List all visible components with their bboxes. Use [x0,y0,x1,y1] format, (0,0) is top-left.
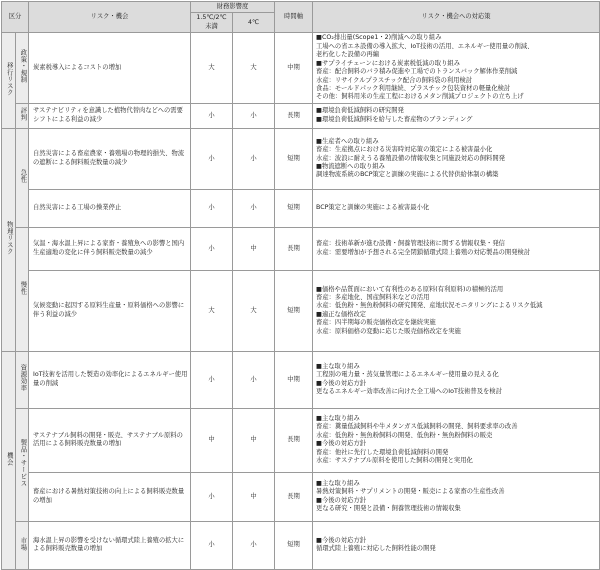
response-line: 畜産：四半期毎の販売価格改定を継続実施 [316,319,436,327]
table-row [2,189,600,227]
response-line: 調達物流系統のBCP策定と訓練の実施による代替供給体制の構築 [316,171,499,179]
risk-text: IoT技術を活用した製造の効率化によるエネルギー使用量の削減 [29,351,191,408]
risk-text: 炭素税導入によるコストの増加 [29,33,191,104]
response-line: ■主な取り組み [316,362,360,370]
response-line: 老朽化した設備の再編 [316,51,379,59]
timeframe: 長期 [275,227,313,270]
table-row [2,351,600,408]
group-physical-risk: 物理リスク [2,128,16,351]
response [313,33,600,104]
response-line: BCP策定と訓練の実施による被害最小化 [316,204,430,212]
response [313,408,600,472]
response-line: 更なる研究・開発と設備・飼養管理技術の情報収集 [316,505,461,513]
response [313,227,600,270]
response [313,189,600,227]
table-row [2,521,600,569]
impact-under-2c: 大 [191,33,233,104]
response [313,128,600,189]
response-line: 畜産：配合飼料のバラ積み促進や工場でのトランスバック解体作業削減 [316,68,518,76]
timeframe: 短期 [275,270,313,351]
impact-4c: 中 [233,227,275,270]
header-risk: リスク・機会 [29,2,191,33]
response-line: ■主な取り組み [316,415,360,422]
response-line: 畜産：糞量低減飼料や牛メタンガス低減飼料の開発、飼料要求率の改善 [316,423,518,431]
response-line: 工程別の電力量・蒸気量管理によるエネルギー使用量の見える化 [316,371,499,379]
timeframe: 短期 [275,128,313,189]
table-row [2,472,600,521]
response-line: ■主な取り組み [316,479,360,487]
impact-4c: 小 [233,103,275,128]
table-row [2,33,600,104]
response [313,270,600,351]
header-timeframe: 時間軸 [275,2,313,33]
response-line: ■今後の対応方針 [316,440,367,448]
impact-4c: 小 [233,521,275,569]
response-line: ■サプライチェーンにおける炭素税低減の取り組み [316,59,460,67]
header-impact: 財務影響度 [191,2,275,13]
response-line: 水産：需要増加が予想される完全閉鎖循環式陸上養殖の対応製品の開発検討 [316,248,531,256]
response-line: ■今後の対応方針 [316,379,367,387]
response [313,103,600,128]
table-row [2,270,600,351]
group-transition-risk: 移行リスク [2,33,16,129]
risk-opportunity-table [1,1,600,570]
response-line: ■今後の対応方針 [316,536,367,544]
impact-4c: 小 [233,351,275,408]
response-line: ■適正な価格改定 [316,310,367,318]
impact-under-2c: 小 [191,351,233,408]
response-line: 畜産：技術革新が進む設備・飼養管理技術に関する情報収集・発信 [316,240,505,248]
table-row [2,103,600,128]
impact-4c: 大 [233,270,275,351]
sub-policy: 政策・規制 [16,33,29,104]
response-line: 循環式陸上養殖に対応した飼料性能の開発 [316,545,436,553]
response-line: 畜産：生産拠点における災害時対応策の策定による被害最小化 [316,146,493,154]
response-line: 水産：サステナブル原料を使用した飼料の開発と実用化 [316,457,473,465]
header-response: リスク・機会への対応策 [313,2,600,33]
timeframe: 長期 [275,103,313,128]
impact-under-2c: 小 [191,189,233,227]
impact-under-2c: 小 [191,521,233,569]
risk-text: 気候変動に起因する原料生産量・原料価格への影響に伴う利益の減少 [29,270,191,351]
timeframe: 中期 [275,33,313,104]
impact-under-2c: 中 [191,408,233,472]
risk-text: 畜産における暑熱対策技術の向上による飼料販売数量の増加 [29,472,191,521]
sub-resource-efficiency: 資源効率 [16,351,29,408]
response-line: その他：飼料用米の生産工程におけるメタン削減プロジェクトの立ち上げ [316,93,524,101]
sub-chronic: 慢性 [16,227,29,351]
timeframe: 中期 [275,351,313,408]
response-line: 更なるエネルギー効率改善に向けた全工場へのIoT技術普及を検討 [316,388,502,396]
table-row [2,408,600,472]
sub-acute: 急性 [16,128,29,227]
timeframe: 短期 [275,521,313,569]
sub-market: 市場 [16,521,29,569]
table-row [2,227,600,270]
response-line: 畜産：他社に先行した環境負荷低減飼料の開発 [316,448,449,456]
response-line: ■CO₂排出量(Scope1・2)削減への取り組み [316,34,442,42]
response [313,351,600,408]
response-line: ■物流遮断への取り組み [316,163,385,171]
response-line: ■環境負荷低減飼料を給与した畜産物のブランディング [316,115,473,123]
impact-4c: 大 [233,33,275,104]
header-under-2c: 1.5℃/2℃ 未満 [191,13,233,33]
timeframe: 長期 [275,408,313,472]
response-line: 水産：低魚粉・無魚粉飼料の研究開発、産地状況モニタリングによるリスク低減 [316,302,543,310]
impact-under-2c: 小 [191,472,233,521]
response-line: 工場への省エネ設備の導入拡大、IoT技術の活用、エネルギー使用量の削減、 [316,42,534,50]
risk-text: サステナブル飼料の開発・販売、サステナブル原料の活用による飼料販売数量の増加 [29,408,191,472]
sub-reputation: 評判 [16,103,29,128]
risk-text: 自然災害による工場の操業停止 [29,189,191,227]
impact-under-2c: 小 [191,128,233,189]
impact-4c: 小 [233,189,275,227]
risk-text: サステナビリティを意識した植物代替肉などへの需要シフトによる利益の減少 [29,103,191,128]
group-opportunity: 機会 [2,351,16,569]
impact-under-2c: 大 [191,270,233,351]
response-line: 畜産：多産地化、国産飼料米などの活用 [316,293,430,301]
response-line: ■価格や品質面において有利性のある原料(有利原料)の積極的活用 [316,285,504,293]
response [313,521,600,569]
risk-text: 気温・海水温上昇による家畜・養殖魚への影響と国内生産適地の変化に伴う飼料販売数量の減少 [29,227,191,270]
timeframe: 長期 [275,472,313,521]
response-line: 水産：リサイクルプラスチック配合の飼料袋の利用検討 [316,76,473,84]
risk-text: 海水温上昇の影響を受けない循環式陸上養殖の拡大による飼料販売数量の増加 [29,521,191,569]
response-line: ■今後の対応方針 [316,496,367,504]
response-line: 水産：波浪に耐えうる養殖設備の情報収集と同施設対応の飼料開発 [316,154,505,162]
table-row [2,128,600,189]
response [313,472,600,521]
response-line: 水産：低魚粉・無魚粉飼料の開発、低魚粉・無魚粉飼料の販売 [316,431,493,439]
impact-4c: 中 [233,408,275,472]
impact-4c: 中 [233,472,275,521]
header-4c: 4℃ [233,13,275,33]
response-line: 食品：モールドパック利用継続、プラスチック包装資材の軽量化検討 [316,84,511,92]
response-line: 水産：原料価格の変動に応じた販売価格改定を実施 [316,327,461,335]
response-line: ■生産者への取り組み [316,137,379,145]
timeframe: 短期 [275,189,313,227]
risk-text: 自然災害による畜産農家・養殖場の物理的損失、物流の遮断による飼料販売数量の減少 [29,128,191,189]
impact-under-2c: 小 [191,103,233,128]
header-category: 区分 [2,2,29,33]
sub-products-services: 製品・サービス [16,408,29,521]
response-line: ■環境負荷低減飼料の研究開発 [316,107,404,115]
impact-under-2c: 小 [191,227,233,270]
impact-4c: 小 [233,128,275,189]
response-line: 暑熱対策飼料・サプリメントの開発・販売による家畜の生産性改善 [316,488,505,496]
